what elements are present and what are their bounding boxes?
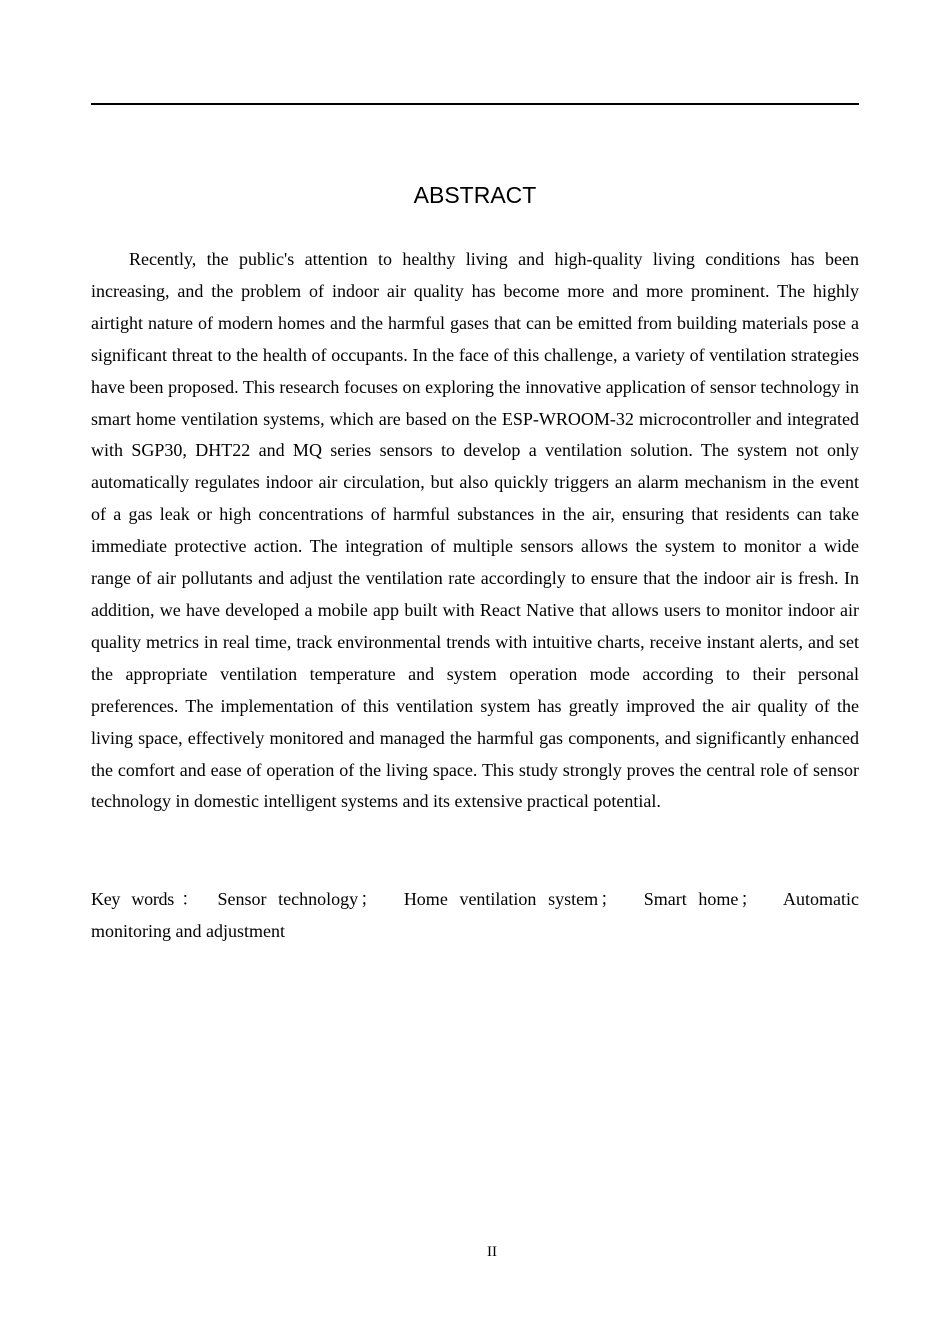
abstract-paragraph: Recently, the public's attention to healthy living and high-quality living conditions has been increasing, and the problem of indoor air quality has become more and more prominent. The highly airtight nature of modern homes and the harmful gases that can be emitted from building materials pose a significant threat to the health of occupants. In the face of this challenge, a variety of ventilation strategies have been proposed. This research focuses on exploring the innovative application of sensor technology in smart home ventilation systems, which are based on the ESP-WROOM-32 microcontroller and integrated with SGP30, DHT22 and MQ series sensors to develop a ventilation solution. The system not only automatically regulates indoor air circulation, but also quickly triggers an alarm mechanism in the event of a gas leak or high concentrations of harmful substances in the air, ensuring that residents can take immediate protective action. The integration of multiple sensors allows the system to monitor a wide range of air pollutants and adjust the ventilation rate accordingly to ensure that the indoor air is fresh. In addition, we have developed a mobile app built with React Native that allows users to monitor indoor air quality metrics in real time, track environmental trends with intuitive charts, receive instant alerts, and set the appropriate ventilation temperature and system operation mode according to their personal preferences. The implementation of this ventilation system has greatly improved the air quality of the living space, effectively monitored and managed the harmful gas components, and significantly enhanced the comfort and ease of operation of the living space. This study strongly proves the central role of sensor technology in domestic intelligent systems and its extensive practical potential.: [91, 249, 859, 812]
keyword-separator: ；: [740, 889, 759, 909]
header-rule: [91, 103, 859, 105]
page-number: II: [487, 1244, 497, 1260]
page-title: ABSTRACT: [413, 182, 537, 208]
keyword-item: Sensor technology: [217, 889, 359, 909]
keywords-label: Key words：: [91, 889, 206, 909]
keyword-item: Smart home: [643, 889, 739, 909]
keyword-item: Automatic monitoring and adjustment: [91, 889, 859, 941]
keyword-separator: ；: [600, 889, 619, 909]
keyword-separator: ；: [360, 889, 379, 909]
keywords-line: [91, 883, 859, 947]
keyword-item: Home ventilation system: [403, 889, 599, 909]
